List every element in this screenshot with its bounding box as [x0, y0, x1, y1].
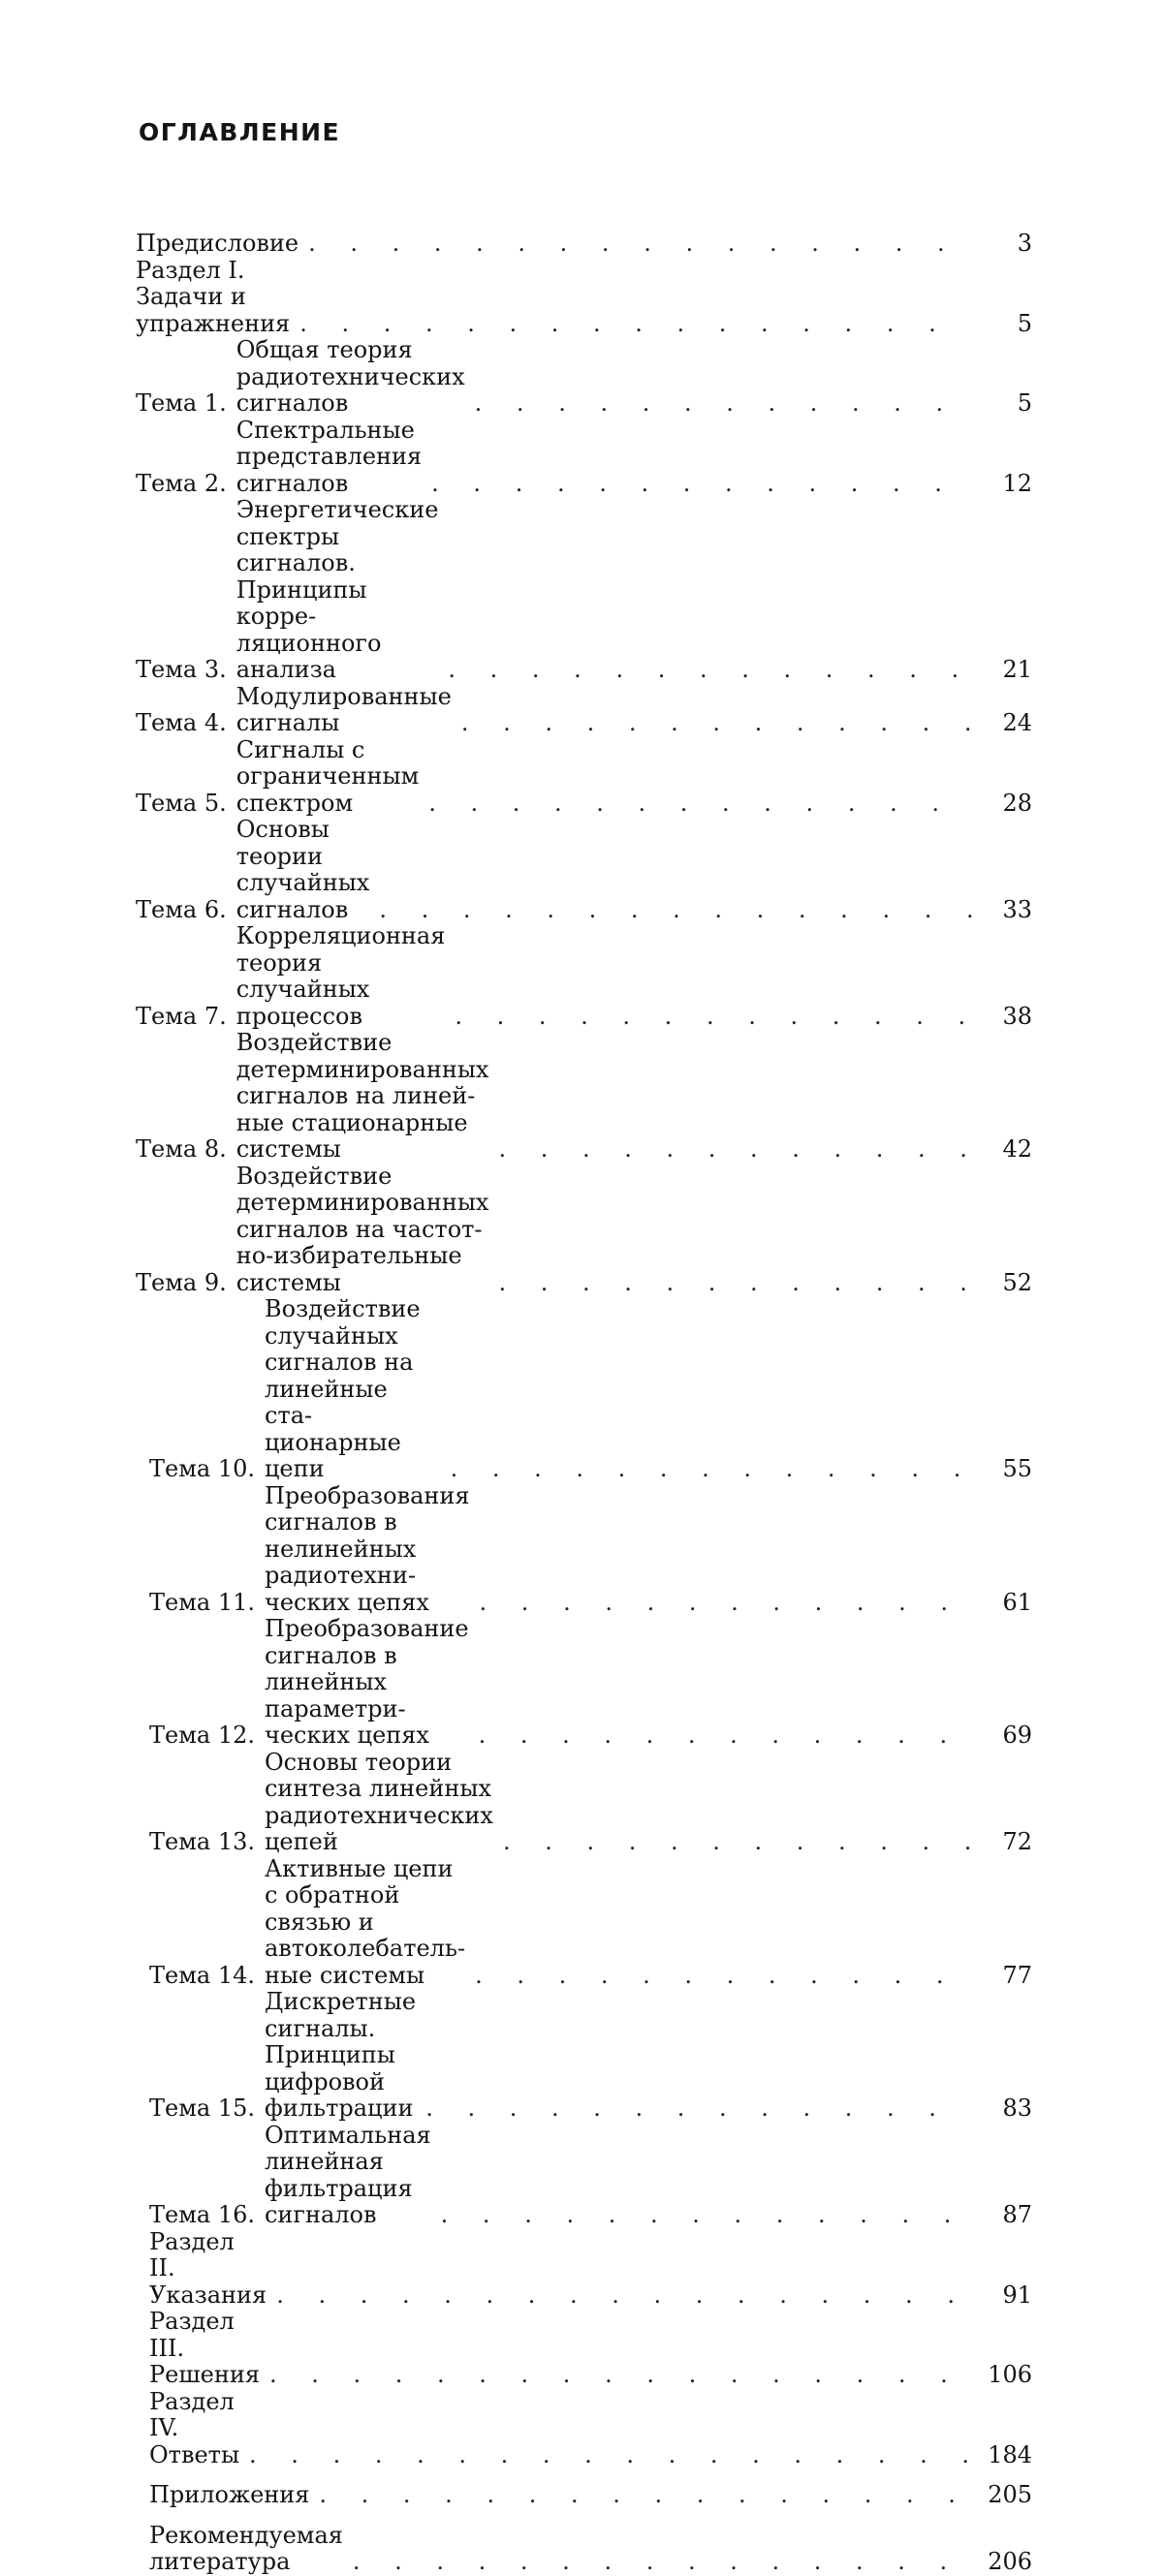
dot-leader: . . . . . . . . . . . . . — [416, 2095, 972, 2123]
toc-entry-number: Тема 1. — [136, 390, 236, 418]
toc-entry-number: Тема 7. — [136, 1004, 236, 1031]
toc-entry-title: Основы теории синтеза линейных радиотехнических цепей — [265, 1750, 493, 1856]
toc-entry — [136, 497, 1032, 684]
toc-entry-title: Активные цепи с обратной связью и автоколебатель-ные системы — [265, 1856, 465, 1990]
toc-entry — [136, 2229, 1032, 2310]
dot-leader: . . . . . . . . . . . . . — [438, 657, 972, 684]
toc-entry-title: Корреляционная теория случайных процессов — [236, 923, 446, 1030]
toc-entry-page: 61 — [972, 1590, 1032, 1617]
page-title: ОГЛАВЛЕНИЕ — [139, 118, 340, 146]
toc-entry — [136, 2123, 1032, 2229]
dot-leader: . . . . . . . . . . . . — [470, 1590, 972, 1617]
toc-entry-title: Модулированные сигналы — [236, 684, 452, 737]
toc-entry-title-block — [136, 258, 972, 338]
toc-entry-page: 72 — [972, 1829, 1032, 1856]
toc-entry — [136, 1616, 1032, 1750]
toc-entry-page: 205 — [972, 2482, 1032, 2509]
toc-entry-title: Раздел I. Задачи и упражнения — [136, 258, 290, 338]
toc-entry — [136, 418, 1032, 498]
toc-entry-number: Тема 13. — [149, 1829, 265, 1856]
toc-entry-title-block — [265, 1616, 972, 1750]
toc-entry-number: Тема 3. — [136, 657, 236, 684]
toc-entry-title: Воздействие детерминированных сигналов на линей-ные стационарные системы — [236, 1030, 489, 1164]
dot-leader: . . . . . . . . . . . . — [441, 1456, 972, 1483]
toc-entry-page: 69 — [972, 1723, 1032, 1750]
toc-entry-page: 5 — [972, 311, 1032, 338]
toc-entry-page: 184 — [972, 2442, 1032, 2469]
toc-entry-title-block — [265, 2123, 972, 2229]
toc-entry-title: Раздел II. Указания — [149, 2229, 267, 2310]
toc-entry-title-block — [236, 737, 972, 818]
toc-entry — [136, 1296, 1032, 1483]
dot-leader: . . . . . . . . . . . . — [465, 1963, 972, 1990]
toc-entry-title: Воздействие случайных сигналов на линейные ста-ционарные цепи — [265, 1296, 441, 1483]
toc-entry-number: Тема 4. — [136, 710, 236, 737]
dot-leader: . . . . . . . . . . . — [493, 1829, 972, 1856]
toc-entry-title-block — [149, 2229, 972, 2310]
toc-entry-title-block — [149, 2482, 972, 2509]
table-of-contents — [136, 231, 1032, 2576]
toc-entry-number: Тема 16. — [149, 2202, 265, 2229]
toc-entry-title: Спектральные представления сигналов — [236, 418, 422, 498]
toc-entry-title: Приложения — [149, 2482, 309, 2509]
toc-entry-title: Преобразования сигналов в нелинейных радиотехни-ческих цепях — [265, 1483, 470, 1617]
toc-entry-number: Тема 15. — [149, 2095, 265, 2123]
toc-entry-title-block — [149, 2523, 972, 2576]
dot-leader: . . . . . . . . . . . — [488, 1136, 972, 1164]
toc-entry-page: 106 — [972, 2362, 1032, 2389]
toc-entry-page: 91 — [972, 2282, 1032, 2310]
toc-entry-title: Дискретные сигналы. Принципы цифровой фильтрации — [265, 1989, 416, 2123]
toc-entry-page: 77 — [972, 1963, 1032, 1990]
toc-entry — [136, 2482, 1032, 2509]
toc-entry-title-block — [136, 231, 972, 258]
toc-entry-page: 83 — [972, 2095, 1032, 2123]
toc-entry-number: Тема 12. — [149, 1723, 265, 1750]
dot-leader: . . . . . . . . . . . . . . . . — [309, 2482, 972, 2509]
toc-entry-page: 42 — [972, 1136, 1032, 1164]
toc-entry-title: Раздел III. Решения — [149, 2309, 260, 2389]
toc-entry-title-block — [236, 923, 972, 1030]
toc-entry-title-block — [265, 1750, 972, 1856]
dot-leader: . . . . . . . . . . . . . — [419, 791, 972, 818]
toc-entry-number: Тема 10. — [149, 1456, 265, 1483]
toc-entry-number: Тема 11. — [149, 1590, 265, 1617]
dot-leader: . . . . . . . . . . . . . . . — [343, 2549, 972, 2576]
toc-entry — [136, 1750, 1032, 1856]
toc-entry-title-block — [236, 684, 972, 737]
toc-entry-page: 24 — [972, 710, 1032, 737]
toc-entry-page: 52 — [972, 1270, 1032, 1297]
toc-entry-title-block — [149, 2309, 972, 2389]
toc-entry-title: Сигналы с ограниченным спектром — [236, 737, 420, 818]
dot-leader: . . . . . . . . . . . . — [452, 710, 972, 737]
dot-leader: . . . . . . . . . . . . . — [422, 471, 972, 498]
toc-entry-title-block — [265, 1296, 972, 1483]
toc-entry-title-block — [265, 1989, 972, 2123]
toc-entry — [136, 737, 1032, 818]
toc-entry-title: Предисловие — [136, 231, 299, 258]
toc-entry — [136, 684, 1032, 737]
toc-entry-number: Тема 5. — [136, 791, 236, 818]
toc-entry — [136, 817, 1032, 923]
toc-entry — [136, 923, 1032, 1030]
toc-entry-title: Общая теория радиотехнических сигналов — [236, 337, 465, 418]
toc-entry-page: 55 — [972, 1456, 1032, 1483]
toc-entry — [136, 2389, 1032, 2469]
toc-entry-title-block — [236, 337, 972, 418]
dot-leader: . . . . . . . . . . . — [488, 1270, 972, 1297]
toc-entry-page: 38 — [972, 1004, 1032, 1031]
toc-entry-page: 12 — [972, 471, 1032, 498]
toc-entry — [136, 337, 1032, 418]
dot-leader: . . . . . . . . . . . . — [445, 1004, 972, 1031]
toc-entry-title: Оптимальная линейная фильтрация сигналов — [265, 2123, 431, 2229]
toc-entry-page: 33 — [972, 897, 1032, 924]
toc-entry-title-block — [236, 1030, 972, 1164]
toc-entry-title: Раздел IV. Ответы — [149, 2389, 239, 2469]
toc-entry-title: Рекомендуемая литература — [149, 2523, 343, 2576]
toc-entry-number: Тема 9. — [136, 1270, 236, 1297]
dot-leader: . . . . . . . . . . . . . . . . — [290, 311, 972, 338]
toc-entry-title-block — [236, 817, 972, 923]
toc-entry-title: Энергетические спектры сигналов. Принципы корре-ляционного анализа — [236, 497, 439, 684]
toc-entry — [136, 2309, 1032, 2389]
toc-entry — [136, 1164, 1032, 1297]
dot-leader: . . . . . . . . . . . . . . . . — [299, 231, 972, 258]
dot-leader: . . . . . . . . . . . . — [469, 1723, 972, 1750]
toc-entry-title-block — [236, 1164, 972, 1297]
toc-entry-number: Тема 8. — [136, 1136, 236, 1164]
toc-entry-title: Основы теории случайных сигналов — [236, 817, 370, 923]
toc-entry — [136, 1030, 1032, 1164]
toc-entry — [136, 2523, 1032, 2576]
toc-entry — [136, 258, 1032, 338]
toc-entry-title-block — [265, 1856, 972, 1990]
dot-leader: . . . . . . . . . . . . . . . . . — [260, 2362, 972, 2389]
dot-leader: . . . . . . . . . . . . . — [431, 2202, 972, 2229]
toc-entry — [136, 231, 1032, 258]
toc-entry-title-block — [265, 1483, 972, 1617]
toc-entry-page: 21 — [972, 657, 1032, 684]
toc-entry-page: 206 — [972, 2549, 1032, 2576]
toc-entry-title-block — [236, 497, 972, 684]
toc-entry-title: Воздействие детерминированных сигналов на частот-но-избирательные системы — [236, 1164, 489, 1297]
dot-leader: . . . . . . . . . . . . . . . . . — [239, 2442, 972, 2469]
toc-entry-page: 28 — [972, 791, 1032, 818]
dot-leader: . . . . . . . . . . . . . . . . . — [267, 2282, 972, 2310]
toc-entry — [136, 1856, 1032, 1990]
toc-entry-title-block — [149, 2389, 972, 2469]
dot-leader: . . . . . . . . . . . . . . — [369, 897, 972, 924]
toc-entry-number: Тема 6. — [136, 897, 236, 924]
toc-entry — [136, 1483, 1032, 1617]
toc-entry-number: Тема 14. — [149, 1963, 265, 1990]
dot-leader: . . . . . . . . . . . . — [465, 390, 972, 418]
toc-entry-page: 3 — [972, 231, 1032, 258]
toc-entry-title-block — [236, 418, 972, 498]
toc-entry-title: Преобразование сигналов в линейных параметри-ческих цепях — [265, 1616, 469, 1750]
toc-entry-page: 87 — [972, 2202, 1032, 2229]
toc-entry-number: Тема 2. — [136, 471, 236, 498]
toc-entry — [136, 1989, 1032, 2123]
toc-page — [0, 0, 1163, 1778]
toc-entry-page: 5 — [972, 390, 1032, 418]
